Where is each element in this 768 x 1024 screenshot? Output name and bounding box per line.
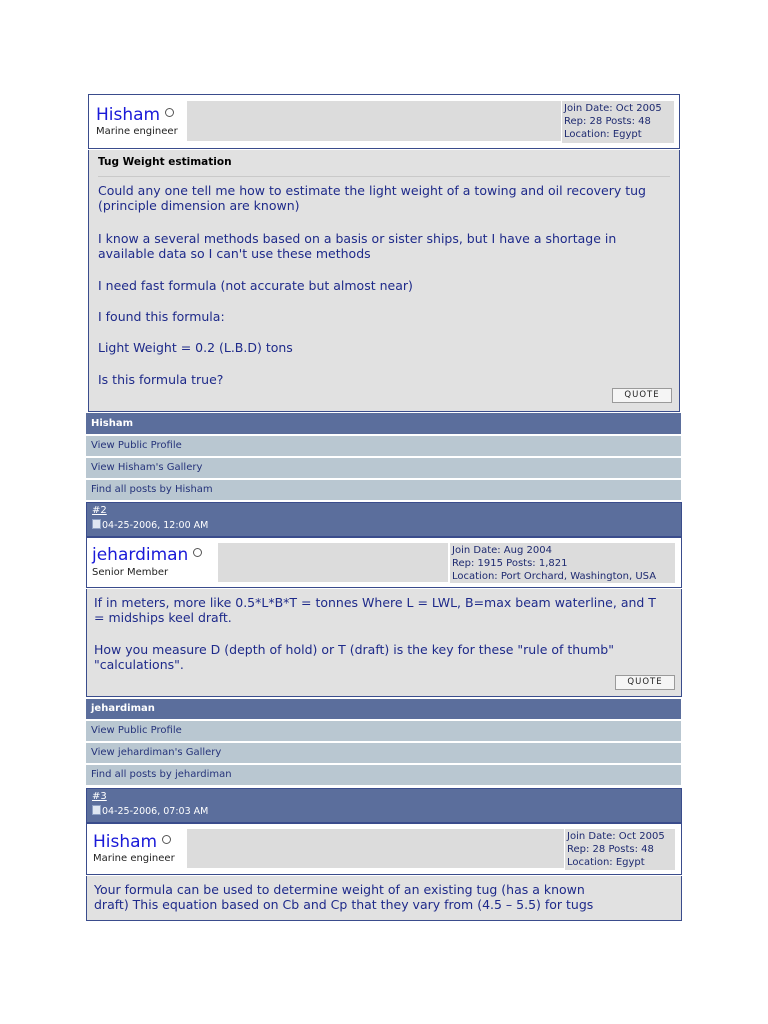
offline-status-icon	[193, 548, 202, 557]
rep-posts: Rep: 1915 Posts: 1,821	[452, 558, 568, 569]
username-link[interactable]: Hisham	[93, 832, 158, 852]
post-paragraph: Light Weight = 0.2 (L.B.D) tons	[98, 340, 293, 355]
offline-status-icon	[162, 835, 171, 844]
location: Location: Egypt	[564, 129, 642, 140]
post-date-text: 04-25-2006, 07:03 AM	[102, 806, 209, 817]
post-icon	[92, 805, 101, 815]
post-1-message	[88, 150, 680, 412]
post-paragraph: I need fast formula (not accurate but almost near)	[98, 278, 413, 293]
join-date: Join Date: Aug 2004	[452, 545, 552, 556]
join-date: Join Date: Oct 2005	[567, 831, 665, 842]
post-paragraph: Could any one tell me how to estimate the light weight of a towing and oil recovery tug (principle dimension are known)	[98, 183, 646, 213]
menu-view-gallery[interactable]: View jehardiman's Gallery	[86, 743, 681, 763]
post-paragraph: How you measure D (depth of hold) or T (draft) is the key for these "rule of thumb" "calculations".	[94, 642, 614, 672]
rep-posts: Rep: 28 Posts: 48	[564, 116, 651, 127]
join-date: Join Date: Oct 2005	[564, 103, 662, 114]
post-paragraph: I know a several methods based on a basis or sister ships, but I have a shortage in available data so I can't use these methods	[98, 231, 617, 261]
user-info-filler	[187, 101, 561, 141]
menu-find-posts[interactable]: Find all posts by jehardiman	[86, 765, 681, 785]
quote-button[interactable]: QUOTE	[612, 388, 672, 403]
post-paragraph: Is this formula true?	[98, 372, 224, 387]
location: Location: Egypt	[567, 857, 645, 868]
location: Location: Port Orchard, Washington, USA	[452, 571, 657, 582]
post-3-message	[86, 876, 682, 921]
username-link[interactable]: Hisham	[96, 105, 161, 125]
menu-view-profile[interactable]: View Public Profile	[86, 721, 681, 741]
user-title: Marine engineer	[96, 126, 178, 137]
menu-view-profile[interactable]: View Public Profile	[86, 436, 681, 456]
title-divider	[98, 176, 670, 177]
user-stats	[565, 829, 675, 870]
user-title: Senior Member	[92, 567, 169, 578]
offline-status-icon	[165, 108, 174, 117]
post-3-username[interactable]	[93, 832, 171, 852]
menu-view-gallery[interactable]: View Hisham's Gallery	[86, 458, 681, 478]
user-stats	[562, 101, 674, 143]
post-date-text: 04-25-2006, 12:00 AM	[102, 520, 209, 531]
post-paragraph: If in meters, more like 0.5*L*B*T = tonnes Where L = LWL, B=max beam waterline, and T = midships keel draft.	[94, 595, 656, 625]
post-1-username[interactable]	[96, 105, 174, 125]
post-2-username[interactable]	[92, 545, 202, 565]
post-paragraph: I found this formula:	[98, 309, 225, 324]
user-stats	[450, 543, 675, 583]
rep-posts: Rep: 28 Posts: 48	[567, 844, 654, 855]
post-icon	[92, 519, 101, 529]
post-date	[92, 805, 208, 817]
user-menu-header: jehardiman	[86, 699, 681, 719]
user-info-filler	[187, 829, 564, 868]
post-number-link[interactable]: #3	[92, 791, 107, 802]
user-info-filler	[218, 543, 448, 582]
quote-button[interactable]: QUOTE	[615, 675, 675, 690]
user-title: Marine engineer	[93, 853, 175, 864]
post-title: Tug Weight estimation	[98, 156, 232, 168]
post-2-header	[86, 502, 682, 537]
post-paragraph: Your formula can be used to determine weight of an existing tug (has a known draft) This equation based on Cb and Cp that they vary from (4.5 – 5.5) for tugs	[94, 882, 594, 912]
username-link[interactable]: jehardiman	[92, 545, 189, 565]
post-number-link[interactable]: #2	[92, 505, 107, 516]
post-2-message	[86, 589, 682, 697]
user-menu-header: Hisham	[86, 413, 681, 434]
post-3-header	[86, 788, 682, 823]
post-date	[92, 519, 208, 531]
menu-find-posts[interactable]: Find all posts by Hisham	[86, 480, 681, 500]
